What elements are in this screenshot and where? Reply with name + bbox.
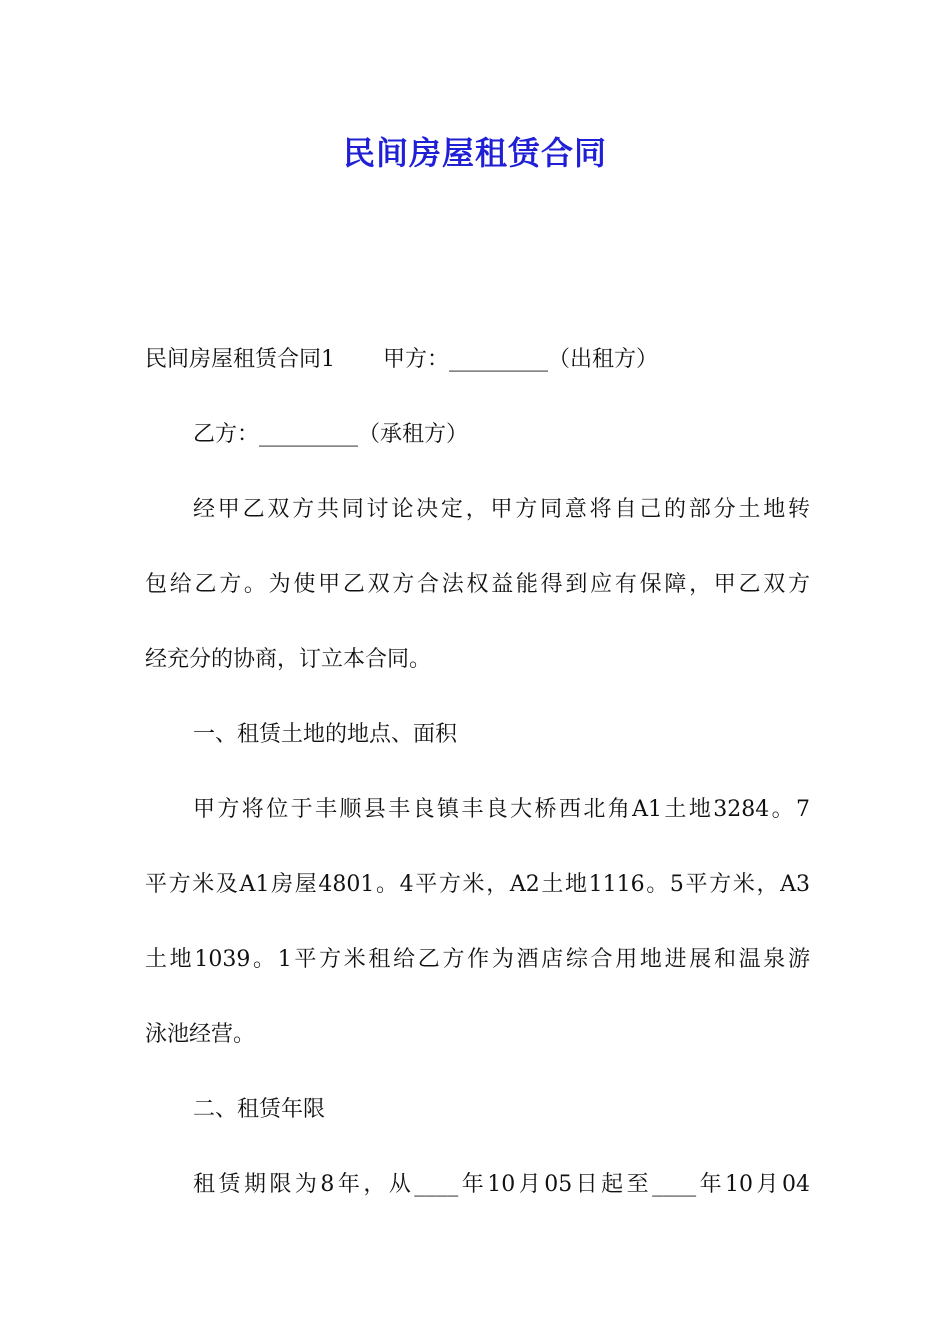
- paragraph-line: 租赁期限为8年，从____年10月05日起至____年10月04: [193, 1172, 810, 1197]
- paragraph-line: 包给乙方。为使甲乙双方合法权益能得到应有保障，甲乙双方: [145, 572, 810, 597]
- paragraph-line: 甲方将位于丰顺县丰良镇丰良大桥西北角A1土地3284。7: [193, 797, 810, 822]
- contract-subtitle: 民间房屋租赁合同1: [145, 347, 335, 372]
- party-a-line: 甲方：_________（出租方）: [383, 347, 659, 372]
- document-title: 民间房屋租赁合同: [342, 134, 607, 172]
- party-b-line: 乙方：_________（承租方）: [193, 422, 469, 447]
- paragraph-line: 平方米及A1房屋4801。4平方米，A2土地1116。5平方米，A3: [145, 872, 810, 897]
- paragraph-line: 经甲乙双方共同讨论决定，甲方同意将自己的部分土地转: [193, 497, 810, 522]
- paragraph-line: 泳池经营。: [145, 1022, 256, 1047]
- contract-heading-line: [145, 345, 810, 375]
- section-heading: 二、租赁年限: [193, 1097, 326, 1122]
- paragraph-line: 土地1039。1平方米租给乙方作为酒店综合用地进展和温泉游: [145, 947, 810, 972]
- paragraph-line: 经充分的协商，订立本合同。: [145, 647, 432, 672]
- section-heading: 一、租赁土地的地点、面积: [193, 722, 458, 747]
